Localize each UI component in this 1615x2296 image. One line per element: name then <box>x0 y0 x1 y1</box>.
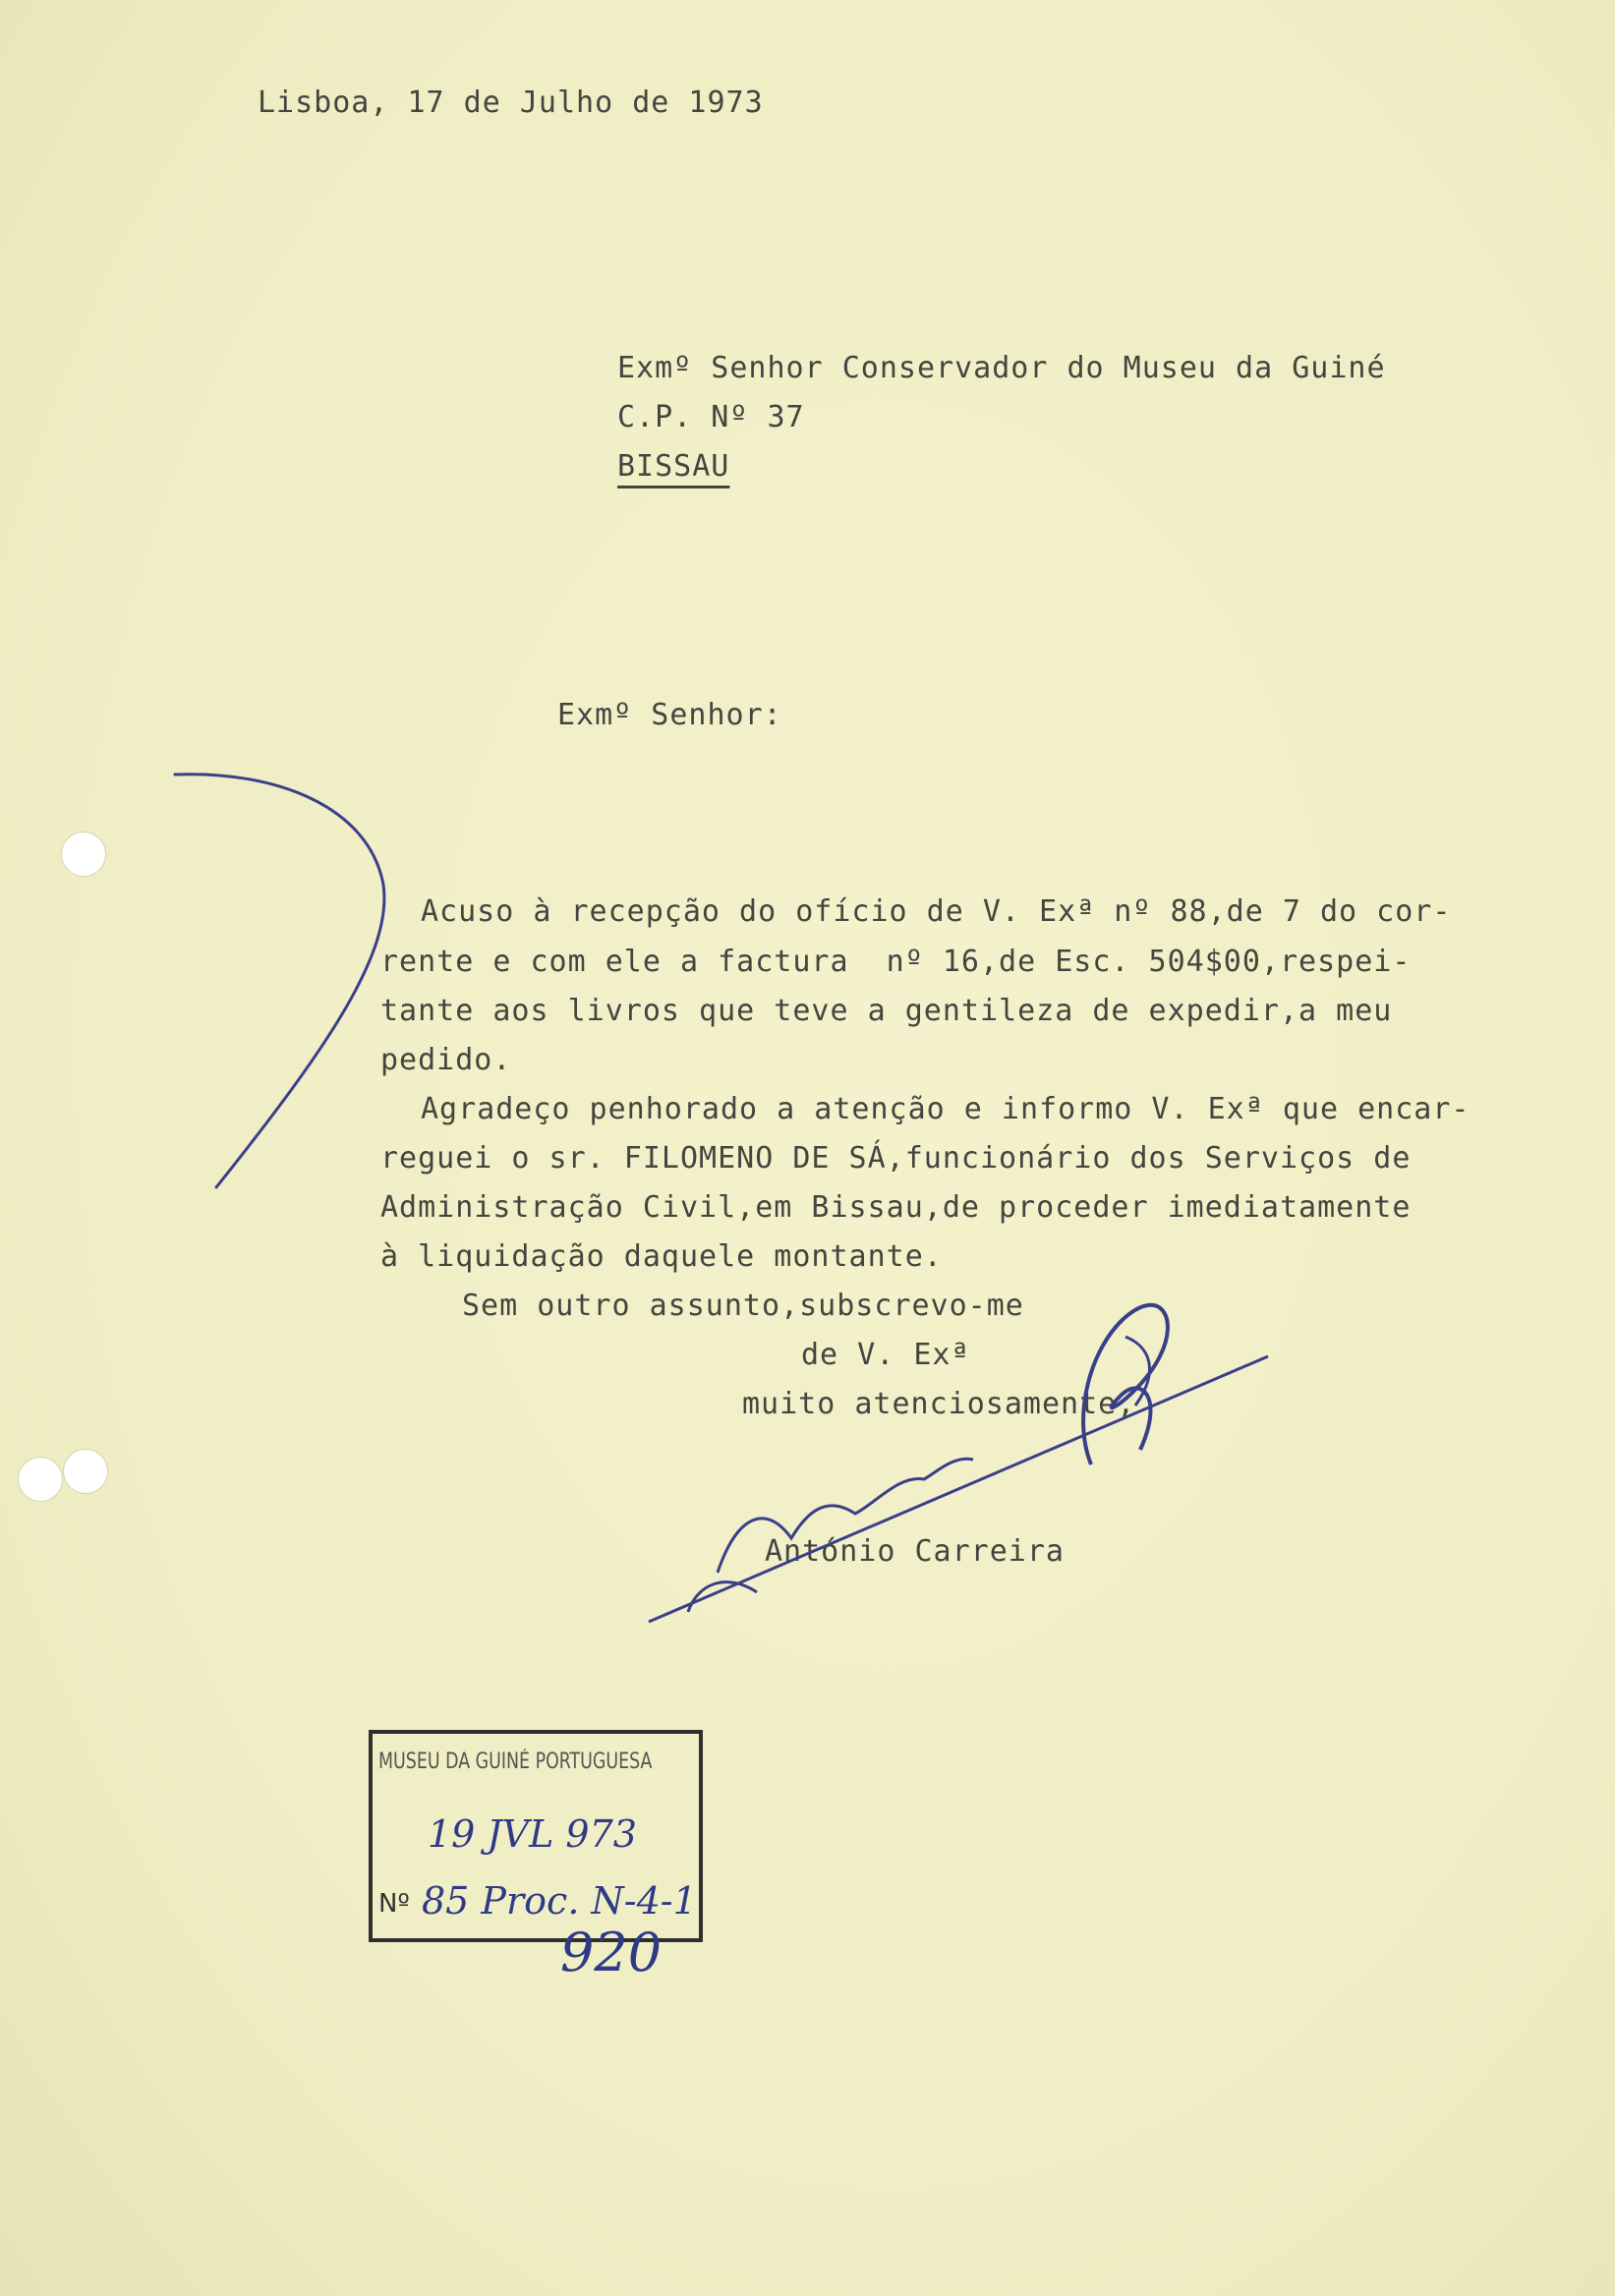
stamp-handwritten-number: 920 <box>560 1922 663 1983</box>
stamp-date: 19 JVL 973 <box>428 1812 637 1856</box>
body-line-8: à liquidação daquele montante. <box>380 1239 943 1274</box>
closing-line-1: Sem outro assunto,subscrevo-me <box>462 1289 1024 1323</box>
body-line-4: pedido. <box>380 1043 512 1077</box>
punch-hole-top <box>61 832 106 877</box>
body-line-7: Administração Civil,em Bissau,de proceder imediatamente <box>380 1190 1412 1225</box>
signature-name: António Carreira <box>765 1534 1065 1569</box>
body-line-5: Agradeço penhorado a atenção e informo V. Exª que encar- <box>421 1092 1471 1126</box>
margin-bracket-mark <box>157 757 413 1209</box>
punch-hole-bottom-right <box>63 1449 108 1494</box>
handwritten-signature <box>629 1278 1298 1641</box>
stamp-number-label: Nº <box>378 1889 410 1919</box>
body-line-1: Acuso à recepção do ofício de V. Exª nº 88,de 7 do cor- <box>421 894 1452 929</box>
stamp-number: 85 Proc. N-4-1 <box>422 1879 697 1923</box>
punch-hole-bottom-left <box>18 1457 63 1502</box>
stamp-title: MUSEU DA GUINÉ PORTUGUESA <box>378 1750 653 1774</box>
museum-receipt-stamp <box>369 1730 703 1942</box>
addressee-city: BISSAU <box>617 449 730 484</box>
body-line-6: reguei o sr. FILOMENO DE SÁ,funcionário dos Serviços de <box>380 1141 1412 1176</box>
closing-line-3: muito atenciosamente, <box>742 1387 1136 1421</box>
date-line: Lisboa, 17 de Julho de 1973 <box>258 86 764 120</box>
body-line-2: rente e com ele a factura nº 16,de Esc. 504$00,respei- <box>380 945 1412 979</box>
closing-line-2: de V. Exª <box>801 1338 970 1372</box>
addressee-line-1: Exmº Senhor Conservador do Museu da Guiné <box>617 351 1386 385</box>
body-line-3: tante aos livros que teve a gentileza de expedir,a meu <box>380 994 1393 1028</box>
addressee-line-2: C.P. Nº 37 <box>617 400 805 434</box>
salutation: Exmº Senhor: <box>557 698 782 732</box>
